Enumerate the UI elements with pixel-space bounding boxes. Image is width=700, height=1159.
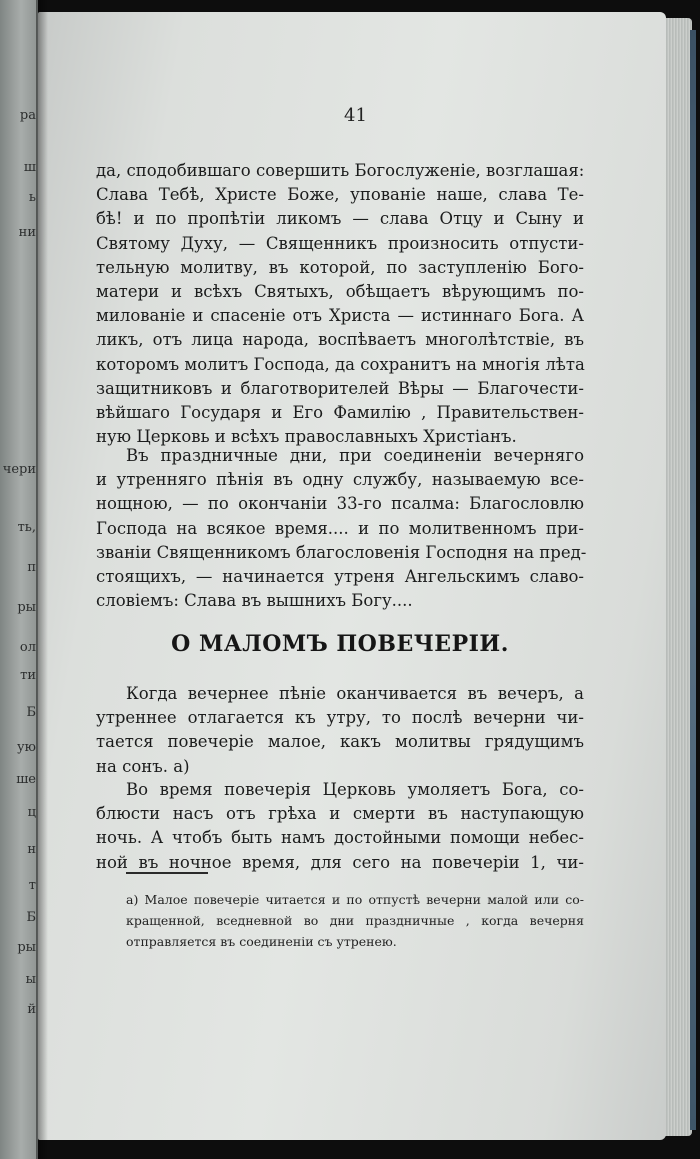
paragraph-4 xyxy=(96,778,584,875)
text-line: вѣйшаго Государя и Его Фамилію , Правительствен- xyxy=(96,403,584,423)
text-line: Когда вечернее пѣніе оканчивается въ вечеръ, а xyxy=(126,684,584,703)
facing-page-edge xyxy=(0,0,38,1159)
text-line: ночь. А чтобъ быть намъ достойными помощи небес- xyxy=(96,828,584,848)
facing-page-fragment: н xyxy=(27,842,36,857)
facing-page-fragment: ше xyxy=(16,772,36,787)
text-line: и утренняго пѣнія въ одну службу, называемую все- xyxy=(96,470,584,490)
text-line: ную Церковь и всѣхъ православныхъ Христіанъ. xyxy=(96,427,517,447)
facing-page-fragment: ол xyxy=(19,640,36,655)
text-line: тельную молитву, въ которой, по заступленію Богo- xyxy=(96,257,584,277)
book-page xyxy=(38,12,666,1140)
facing-page-fragment: Б xyxy=(26,705,36,720)
facing-page-fragment: чери xyxy=(2,462,36,477)
paragraph-2 xyxy=(96,444,587,613)
facing-page-fragment: т xyxy=(28,878,36,893)
facing-page-fragment: ры xyxy=(17,940,36,955)
text-line: нощною, — по окончаніи 33-го псалма: Благословлю xyxy=(96,494,584,514)
facing-page-fragment: ра xyxy=(19,108,36,123)
text-line: стоящихъ, — начинается утреня Ангельскимъ славо- xyxy=(96,567,584,587)
text-line: Въ праздничные дни, при соединеніи вечерняго xyxy=(126,446,584,465)
facing-page-fragment: ц xyxy=(27,805,36,820)
footnote xyxy=(96,889,584,952)
text-line: Святому Духу, — Священникъ произносить отпусти- xyxy=(96,233,584,253)
text-line: бѣ! и по пропѣтіи ликомъ — слава Отцу и Сыну и xyxy=(96,209,584,229)
cover-edge xyxy=(690,30,696,1130)
text-line: Господа на всякое время.... и по молитвенномъ при- xyxy=(96,518,584,538)
text-line: милованіе и спасеніе отъ Христа — истиннаго Бога. А xyxy=(96,306,584,326)
text-line: которомъ молитъ Господа, да сохранитъ на многія лѣта xyxy=(96,354,585,374)
text-line: Слава Тебѣ, Христе Боже, упованіе наше, слава Те- xyxy=(96,185,584,205)
text-line: да, сподобившаго совершить Богослуженіе, возглашая: xyxy=(96,161,585,180)
facing-page-fragment: ую xyxy=(17,740,36,755)
facing-page-fragment: й xyxy=(27,1002,36,1017)
text-line: утреннее отлагается къ утру, то послѣ вечерни чи- xyxy=(96,708,584,728)
text-line: матери и всѣхъ Святыхъ, обѣщаетъ вѣрующимъ по- xyxy=(96,282,584,302)
facing-page-fragment: п xyxy=(27,560,36,575)
text-line: ликъ, отъ лица народа, воспѣваетъ многолѣтствіе, въ xyxy=(96,330,584,350)
page-number: 41 xyxy=(344,105,367,126)
facing-page-fragment: ть, xyxy=(17,520,36,535)
facing-page-fragment: ш xyxy=(23,160,36,175)
paragraph-3 xyxy=(96,682,584,779)
text-line: словіемъ: Слава въ вышнихъ Богу.... xyxy=(96,591,413,611)
footnote-line: отправляется въ соединеніи съ утренею. xyxy=(126,934,397,949)
text-line: званіи Священникомъ благословенія Господня на пред- xyxy=(96,542,587,562)
facing-page-fragment: Б xyxy=(26,910,36,925)
text-line: блюсти насъ отъ грѣха и смерти въ наступающую xyxy=(96,804,584,824)
facing-page-fragment: ь xyxy=(28,190,36,205)
text-line: защитниковъ и благотворителей Вѣры — Благочести- xyxy=(96,378,584,398)
footnote-rule xyxy=(126,872,208,874)
facing-page-fragment: ни xyxy=(18,225,36,240)
text-line: на сонъ. а) xyxy=(96,756,190,776)
text-line: ной въ ночное время, для сего на повечеріи 1, чи- xyxy=(96,852,584,872)
footnote-line: кращенной, вседневной во дни праздничные , когда вечерня xyxy=(126,913,584,928)
text-line: Во время повечерія Церковь умоляетъ Бога, со- xyxy=(126,780,584,799)
facing-page-fragment: ы xyxy=(25,972,36,987)
facing-page-fragment: ти xyxy=(20,668,36,683)
text-line: тается повечеріе малое, какъ молитвы грядущимъ xyxy=(96,732,584,752)
spine-shadow xyxy=(36,0,48,1159)
facing-page-fragment: ры xyxy=(17,600,36,615)
paragraph-1 xyxy=(96,159,584,449)
footnote-line: а) Малое повечеріе читается и по отпустѣ вечерни малой или со- xyxy=(126,892,584,907)
page-edges xyxy=(664,18,692,1136)
section-heading: О МАЛОМЪ ПОВЕЧЕРІИ. xyxy=(171,631,509,657)
